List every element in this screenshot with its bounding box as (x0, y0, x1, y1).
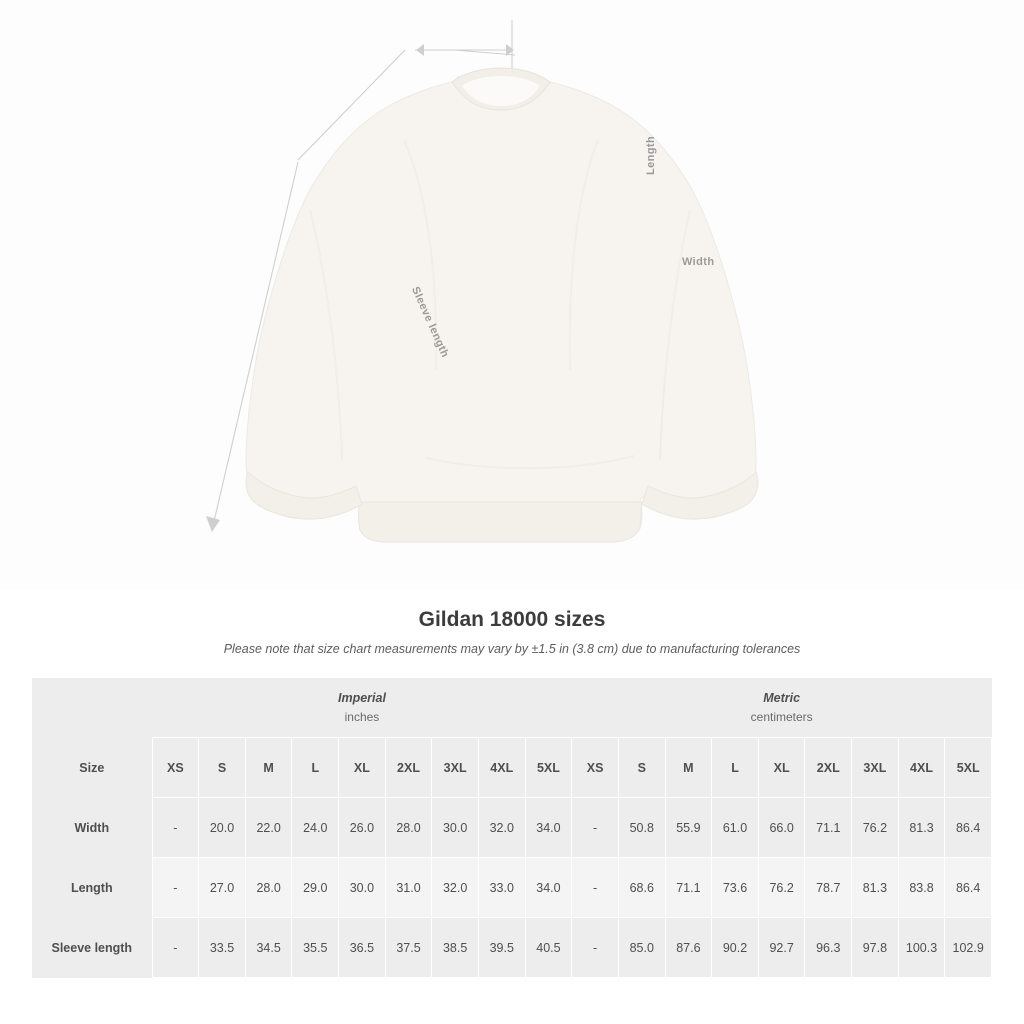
cell-width-metric-m: 55.9 (665, 798, 712, 858)
cell-sleeve-imperial-5xl: 40.5 (525, 918, 572, 978)
sweatshirt-shape (246, 68, 758, 542)
cell-sleeve-imperial-2xl: 37.5 (385, 918, 432, 978)
cell-sleeve-imperial-xs: - (152, 918, 199, 978)
sweatshirt-svg (190, 10, 830, 570)
cell-length-metric-4xl: 83.8 (898, 858, 945, 918)
unit-sub-imperial: inches (344, 710, 380, 724)
table-row-width (32, 798, 992, 858)
cell-sleeve-metric-m: 87.6 (665, 918, 712, 978)
table-corner (32, 678, 152, 738)
cell-width-imperial-xs: - (152, 798, 199, 858)
size-label: Size (32, 738, 152, 798)
size-col-imperial-3xl: 3XL (432, 738, 479, 798)
size-col-imperial-5xl: 5XL (525, 738, 572, 798)
size-header-row (32, 738, 992, 798)
cell-length-imperial-3xl: 32.0 (432, 858, 479, 918)
cell-sleeve-imperial-4xl: 39.5 (478, 918, 525, 978)
unit-header-imperial (152, 678, 572, 738)
cell-width-metric-4xl: 81.3 (898, 798, 945, 858)
row-label-length: Length (32, 858, 152, 918)
table-row-length (32, 858, 992, 918)
cell-sleeve-metric-5xl: 102.9 (945, 918, 992, 978)
cell-length-metric-s: 68.6 (618, 858, 665, 918)
cell-width-imperial-l: 24.0 (292, 798, 339, 858)
title-block (0, 608, 1024, 656)
cell-length-imperial-5xl: 34.0 (525, 858, 572, 918)
unit-name-imperial: Imperial (337, 691, 386, 705)
cell-width-metric-xs: - (572, 798, 619, 858)
cell-length-imperial-s: 27.0 (199, 858, 246, 918)
cell-width-imperial-3xl: 30.0 (432, 798, 479, 858)
size-col-imperial-2xl: 2XL (385, 738, 432, 798)
table-row-sleeve-length (32, 918, 992, 978)
size-col-metric-5xl: 5XL (945, 738, 992, 798)
size-col-metric-m: M (665, 738, 712, 798)
cell-width-imperial-s: 20.0 (199, 798, 246, 858)
size-col-imperial-m: M (245, 738, 292, 798)
size-col-metric-s: S (618, 738, 665, 798)
label-sleeve-length: Sleeve length (409, 285, 451, 360)
unit-sub-metric: centimeters (750, 710, 813, 724)
cell-sleeve-metric-2xl: 96.3 (805, 918, 852, 978)
cell-width-imperial-m: 22.0 (245, 798, 292, 858)
cell-length-imperial-xs: - (152, 858, 199, 918)
cell-width-imperial-4xl: 32.0 (478, 798, 525, 858)
size-chart-table (32, 678, 992, 978)
cell-sleeve-imperial-xl: 36.5 (339, 918, 386, 978)
unit-header-row (32, 678, 992, 738)
cell-length-metric-3xl: 81.3 (852, 858, 899, 918)
size-col-metric-l: L (712, 738, 759, 798)
cell-width-metric-xl: 66.0 (758, 798, 805, 858)
cell-width-imperial-xl: 26.0 (339, 798, 386, 858)
row-label-sleeve-length: Sleeve length (32, 918, 152, 978)
size-col-imperial-4xl: 4XL (478, 738, 525, 798)
size-col-metric-4xl: 4XL (898, 738, 945, 798)
cell-width-imperial-5xl: 34.0 (525, 798, 572, 858)
page-title: Gildan 18000 sizes (418, 608, 606, 631)
garment-graphic (190, 10, 830, 570)
size-col-imperial-s: S (199, 738, 246, 798)
cell-sleeve-imperial-s: 33.5 (199, 918, 246, 978)
cell-length-imperial-4xl: 33.0 (478, 858, 525, 918)
row-label-width: Width (32, 798, 152, 858)
cell-length-metric-5xl: 86.4 (945, 858, 992, 918)
cell-length-metric-m: 71.1 (665, 858, 712, 918)
cell-length-imperial-m: 28.0 (245, 858, 292, 918)
cell-width-metric-3xl: 76.2 (852, 798, 899, 858)
cell-sleeve-metric-l: 90.2 (712, 918, 759, 978)
cell-sleeve-metric-xs: - (572, 918, 619, 978)
size-col-imperial-xs: XS (152, 738, 199, 798)
cell-length-imperial-2xl: 31.0 (385, 858, 432, 918)
cell-length-metric-2xl: 78.7 (805, 858, 852, 918)
cell-width-metric-l: 61.0 (712, 798, 759, 858)
label-width: Width (682, 256, 715, 268)
tolerance-note: Please note that size chart measurements may vary by ±1.5 in (3.8 cm) due to manufacturing tolerances (223, 642, 801, 656)
unit-name-metric: Metric (763, 691, 801, 705)
cell-sleeve-imperial-l: 35.5 (292, 918, 339, 978)
label-length: Length (645, 135, 657, 175)
cell-width-metric-s: 50.8 (618, 798, 665, 858)
cell-sleeve-metric-s: 85.0 (618, 918, 665, 978)
cell-length-metric-l: 73.6 (712, 858, 759, 918)
size-col-metric-2xl: 2XL (805, 738, 852, 798)
cell-width-metric-2xl: 71.1 (805, 798, 852, 858)
cell-length-imperial-l: 29.0 (292, 858, 339, 918)
cell-sleeve-metric-4xl: 100.3 (898, 918, 945, 978)
cell-width-imperial-2xl: 28.0 (385, 798, 432, 858)
unit-header-metric (572, 678, 992, 738)
size-col-metric-3xl: 3XL (852, 738, 899, 798)
cell-sleeve-imperial-3xl: 38.5 (432, 918, 479, 978)
cell-sleeve-metric-3xl: 97.8 (852, 918, 899, 978)
size-col-metric-xs: XS (572, 738, 619, 798)
size-chart-table-wrap (32, 678, 992, 978)
size-col-metric-xl: XL (758, 738, 805, 798)
cell-length-metric-xs: - (572, 858, 619, 918)
cell-length-imperial-xl: 30.0 (339, 858, 386, 918)
size-col-imperial-l: L (292, 738, 339, 798)
cell-sleeve-metric-xl: 92.7 (758, 918, 805, 978)
cell-sleeve-imperial-m: 34.5 (245, 918, 292, 978)
cell-length-metric-xl: 76.2 (758, 858, 805, 918)
cell-width-metric-5xl: 86.4 (945, 798, 992, 858)
size-col-imperial-xl: XL (339, 738, 386, 798)
